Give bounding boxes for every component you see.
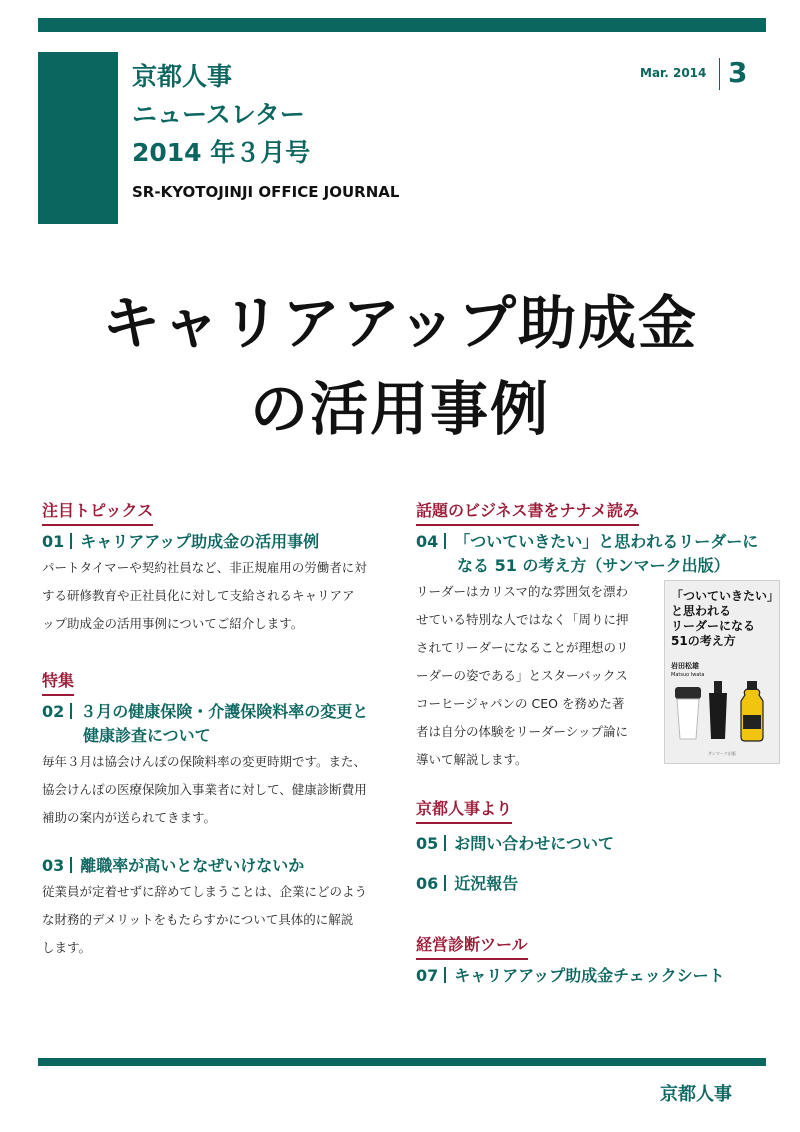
item-number: 05 xyxy=(416,834,439,853)
section-featured-topics xyxy=(42,498,392,638)
item-number: 02 xyxy=(42,702,65,721)
summary-line: されてリーダーになることが理想のリ xyxy=(416,640,629,655)
section-heading: 話題のビジネス書をナナメ読み xyxy=(416,498,639,526)
item-title: キャリアアップ助成金の活用事例 xyxy=(80,532,320,551)
issue-number: 3 xyxy=(728,56,748,89)
section-from-office xyxy=(416,796,776,896)
journal-name: SR-KYOTOJINJI OFFICE JOURNAL xyxy=(132,183,400,201)
item-title: 「ついていきたい」と思われるリーダーに xyxy=(454,532,759,551)
author-roman: Matsuo Iwata xyxy=(671,672,705,678)
author-name: 岩田松雄 xyxy=(671,662,699,670)
top-rule xyxy=(38,18,766,32)
hero-title-line-2: の活用事例 xyxy=(249,375,550,443)
cover-title-line: と思われる xyxy=(671,604,732,618)
summary-line: ップ助成金の活用事例についてご紹介します。 xyxy=(42,616,304,631)
divider-bar xyxy=(70,703,72,719)
item-title: キャリアアップ助成金チェックシート xyxy=(454,966,725,985)
section-management-tool xyxy=(416,932,776,988)
toc-item-04[interactable] xyxy=(416,530,776,578)
summary-line: せている特別な人ではなく「周りに押 xyxy=(416,612,629,627)
summary-line: コーヒージャパンの CEO を務めた著 xyxy=(416,696,625,711)
divider-bar xyxy=(444,967,446,983)
item-number: 06 xyxy=(416,874,439,893)
item-summary xyxy=(42,554,392,638)
divider-bar xyxy=(444,875,446,891)
item-title: 近況報告 xyxy=(454,874,519,893)
summary-line: 従業員が定着せずに辞めてしまうことは、企業にどのよう xyxy=(42,884,368,899)
hero-title-line-1: キャリアアップ助成金 xyxy=(102,289,698,357)
section-special-feature xyxy=(42,668,392,962)
toc-item-07[interactable] xyxy=(416,964,776,988)
summary-line: な財務的デメリットをもたらすかについて具体的に解説 xyxy=(42,912,354,927)
newsletter-issue: 2014 年３月号 xyxy=(132,138,311,167)
divider-bar xyxy=(444,835,446,851)
summary-line: 協会けんぽの医療保険加入事業者に対して、健康診断費用 xyxy=(42,782,367,797)
item-summary xyxy=(416,578,656,774)
item-number: 01 xyxy=(42,532,65,551)
toc-item-05[interactable] xyxy=(416,832,776,856)
divider-bar xyxy=(444,533,446,549)
item-summary xyxy=(42,878,392,962)
item-title: ３月の健康保険・介護保険料率の変更と xyxy=(80,702,369,721)
summary-line: 補助の案内が送られてきます。 xyxy=(42,810,217,825)
summary-line: パートタイマーや契約社員など、非正規雇用の労働者に対 xyxy=(42,560,367,575)
coffee-cups-illustration xyxy=(673,677,773,743)
item-number: 03 xyxy=(42,856,65,875)
book-cover-author xyxy=(671,661,704,678)
summary-line: 者は自分の体験をリーダーシップ論に xyxy=(416,724,629,739)
toc-item-01[interactable] xyxy=(42,530,392,554)
divider-bar xyxy=(70,533,72,549)
summary-line: リーダーはカリスマ的な雰囲気を漂わ xyxy=(416,584,629,599)
item-title: お問い合わせについて xyxy=(454,834,614,853)
section-heading: 注目トピックス xyxy=(42,498,153,526)
summary-line: 導いて解説します。 xyxy=(416,752,528,767)
cover-title-line: リーダーになる xyxy=(671,619,756,633)
divider-bar xyxy=(70,857,72,873)
item-number: 07 xyxy=(416,966,439,985)
book-cover-image xyxy=(664,580,780,764)
section-heading: 特集 xyxy=(42,668,74,696)
item-title-continued: 健康診査について xyxy=(83,726,211,745)
toc-item-06[interactable] xyxy=(416,872,776,896)
book-cover-publisher: サンマーク出版 xyxy=(708,751,736,756)
issue-divider xyxy=(719,58,720,90)
left-column xyxy=(42,498,392,962)
footer-brand: 京都人事 xyxy=(660,1084,732,1105)
toc-item-02[interactable] xyxy=(42,700,392,748)
item-number: 04 xyxy=(416,532,439,551)
newsletter-name: 京都人事 xyxy=(132,62,233,91)
item-summary xyxy=(42,748,392,832)
newsletter-subtitle: ニュースレター xyxy=(132,100,305,129)
summary-line: ーダーの姿である」とスターバックス xyxy=(416,668,628,683)
book-cover-title xyxy=(665,589,779,649)
cover-title-line: 「ついていきたい」 xyxy=(671,589,780,603)
issue-date: Mar. 2014 xyxy=(640,66,707,80)
section-heading: 京都人事より xyxy=(416,796,512,824)
summary-line: する研修教育や正社員化に対して支給されるキャリアア xyxy=(42,588,355,603)
item-title-continued: なる 51 の考え方（サンマーク出版） xyxy=(457,556,730,575)
section-heading: 経営診断ツール xyxy=(416,932,528,960)
summary-line: します。 xyxy=(42,940,92,955)
item-title: 離職率が高いとなぜいけないか xyxy=(80,856,305,875)
summary-line: 毎年３月は協会けんぽの保険料率の変更時期です。また、 xyxy=(42,754,367,769)
cover-title-line: 51の考え方 xyxy=(671,634,736,648)
toc-item-03[interactable] xyxy=(42,854,392,878)
bottom-rule xyxy=(38,1058,766,1066)
header-color-block xyxy=(38,52,118,224)
